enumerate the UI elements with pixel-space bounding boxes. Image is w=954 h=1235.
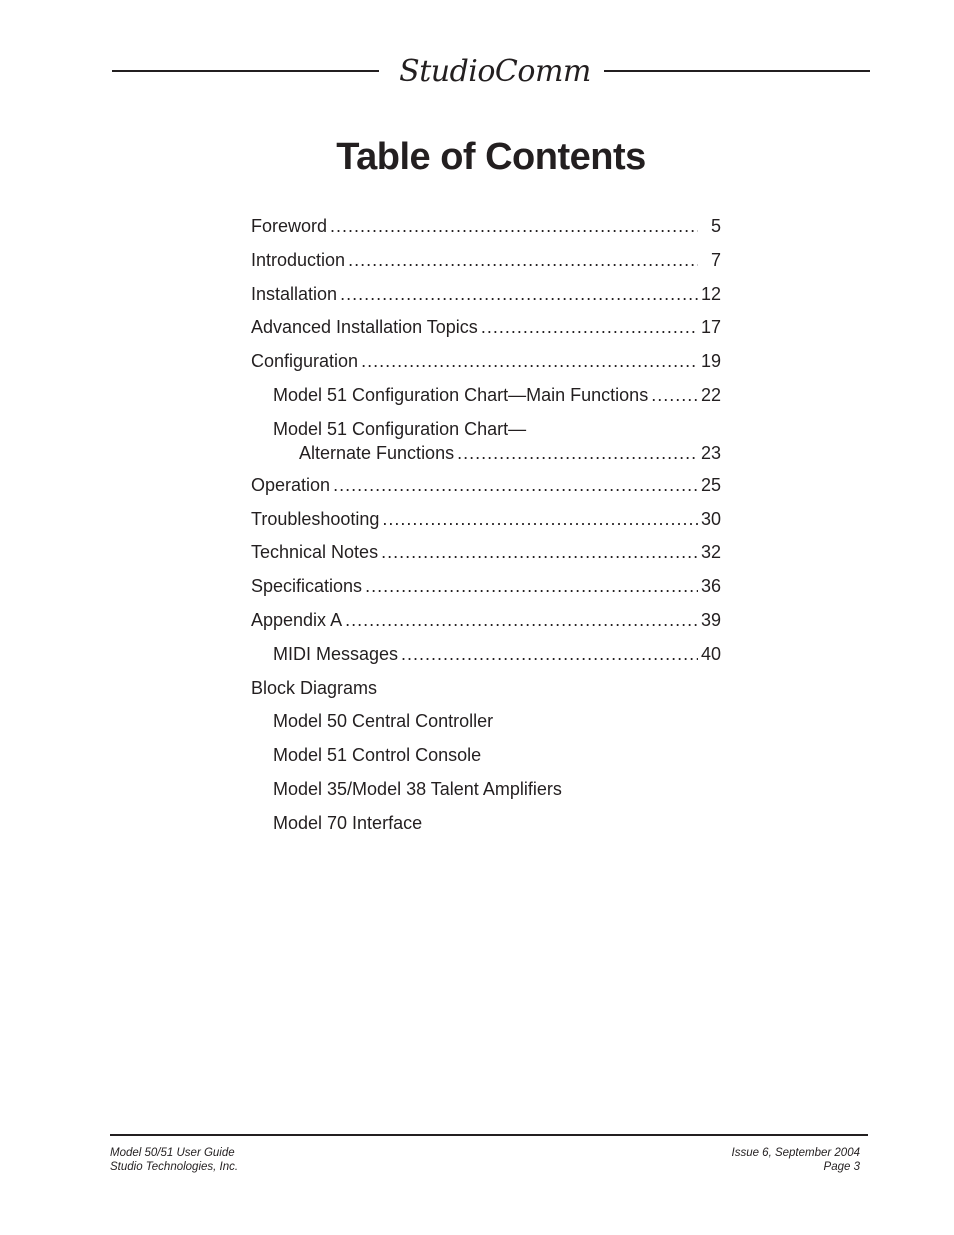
toc-entry-installation[interactable] [251, 282, 721, 316]
toc-entry-title: Model 35/Model 38 Talent Amplifiers [273, 778, 562, 799]
toc-entry-configuration[interactable] [251, 349, 721, 383]
studiocomm-logo: StudioComm [399, 54, 591, 89]
toc-entry-config-chart-alternate[interactable] [251, 417, 721, 473]
dot-leader [365, 574, 698, 598]
toc-entry-specifications[interactable] [251, 574, 721, 608]
dot-leader [651, 383, 698, 407]
toc-entry-page: 5 [710, 216, 721, 236]
toc-entry-title: Advanced Installation Topics [251, 317, 478, 338]
toc-entry-page: 32 [700, 542, 721, 563]
toc-entry-title: Model 70 Interface [273, 812, 423, 833]
dot-leader [481, 315, 698, 339]
toc-entry-title: Operation [251, 474, 331, 495]
page-title: Table of Contents [336, 136, 646, 178]
toc-entry-page: 22 [700, 384, 721, 405]
toc-entry-model-70[interactable] [251, 811, 721, 845]
toc-entry-config-chart-main[interactable] [251, 383, 721, 417]
toc-entry-title: Model 51 Configuration Chart—Main Functions [273, 384, 649, 405]
dot-leader [348, 248, 698, 272]
dot-leader [382, 507, 698, 531]
toc-entry-page: 30 [700, 508, 721, 529]
toc-entry-title: Model 51 Configuration Chart— [273, 418, 527, 439]
footer-issue: Issue 6, September 2004 [731, 1147, 860, 1159]
toc-entry-continuation [273, 441, 721, 465]
header-rule-left [112, 70, 379, 72]
toc-entry-page: 39 [700, 609, 721, 630]
toc-entry-title: Model 51 Control Console [273, 745, 482, 766]
dot-leader [381, 540, 698, 564]
footer-document-title: Model 50/51 User Guide [110, 1147, 235, 1159]
dot-leader [340, 282, 698, 306]
dot-leader [457, 441, 698, 465]
toc-entry-title: Model 50 Central Controller [273, 711, 494, 732]
toc-entry-page: 12 [700, 283, 721, 304]
toc-entry-model-35-38[interactable] [251, 777, 721, 811]
header-rule-right [604, 70, 870, 72]
toc-entry-foreword[interactable] [251, 214, 721, 248]
toc-entry-operation[interactable] [251, 473, 721, 507]
toc-entry-title: Installation [251, 283, 338, 304]
toc-entry-page: 36 [700, 576, 721, 597]
toc-entry-model-50[interactable] [251, 709, 721, 743]
toc-entry-title: Appendix A [251, 609, 343, 630]
footer-page-number: Page 3 [823, 1161, 860, 1173]
toc-entry-page: 40 [700, 643, 721, 664]
toc-entry-page: 7 [710, 249, 721, 270]
toc-entry-title: Block Diagrams [251, 677, 378, 698]
toc-entry-title: Specifications [251, 576, 363, 597]
page-header [112, 52, 870, 92]
dot-leader [401, 642, 698, 666]
toc-entry-model-51[interactable] [251, 743, 721, 777]
toc-entry-page: 25 [700, 474, 721, 495]
dot-leader [333, 473, 698, 497]
toc-entry-title: Technical Notes [251, 542, 379, 563]
toc-entry-troubleshooting[interactable] [251, 507, 721, 541]
toc-entry-title: Configuration [251, 351, 359, 372]
toc-entry-title: Introduction [251, 249, 346, 270]
toc-entry-page: 17 [700, 317, 721, 338]
footer-right [732, 1146, 869, 1174]
toc-entry-title-line2: Alternate Functions [299, 442, 455, 463]
page-footer [110, 1134, 868, 1174]
table-of-contents [251, 214, 721, 845]
dot-leader [330, 214, 698, 238]
toc-entry-title: MIDI Messages [273, 643, 399, 664]
toc-entry-midi-messages[interactable] [251, 642, 721, 676]
toc-entry-advanced-installation[interactable] [251, 315, 721, 349]
dot-leader [345, 608, 698, 632]
footer-left [110, 1146, 238, 1174]
dot-leader [361, 349, 698, 373]
footer-company: Studio Technologies, Inc. [110, 1161, 239, 1173]
toc-entry-technical-notes[interactable] [251, 540, 721, 574]
toc-entry-page: 23 [700, 442, 721, 463]
toc-entry-introduction[interactable] [251, 248, 721, 282]
toc-entry-appendix-a[interactable] [251, 608, 721, 642]
toc-entry-block-diagrams[interactable] [251, 676, 721, 710]
toc-entry-page: 19 [700, 351, 721, 372]
toc-entry-title: Foreword [251, 216, 328, 236]
toc-entry-title: Troubleshooting [251, 508, 380, 529]
